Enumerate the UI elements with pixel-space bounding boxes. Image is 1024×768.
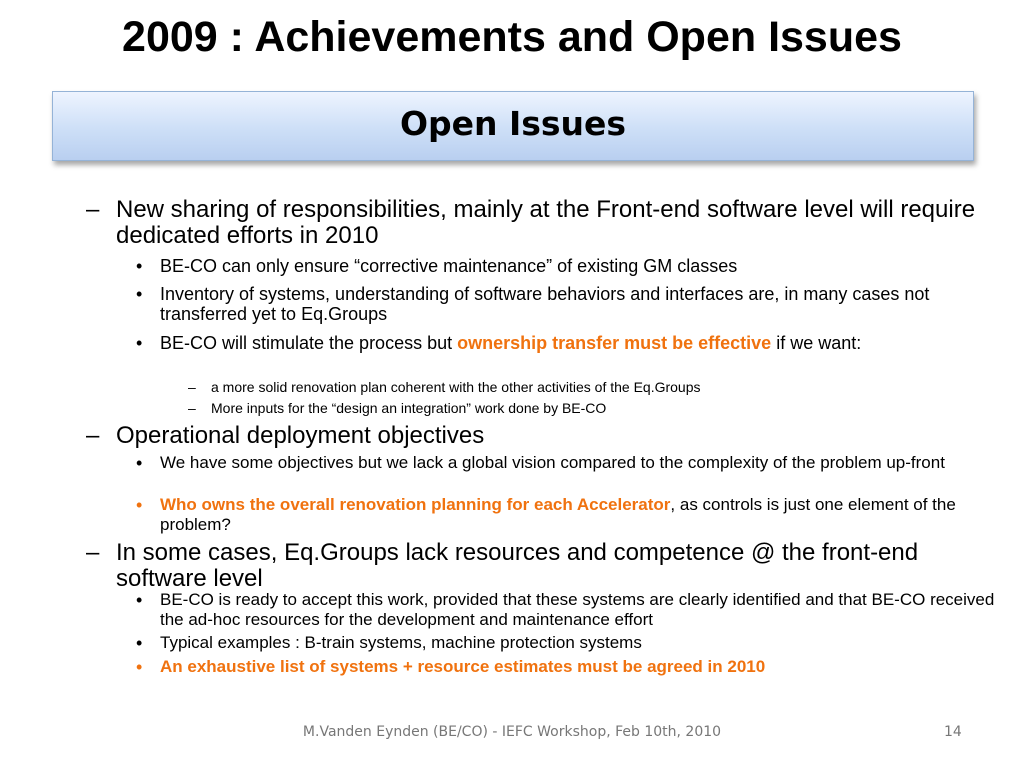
bullet-marker: •: [136, 633, 143, 653]
bullet-marker: •: [136, 495, 143, 515]
list-item-text: Operational deployment objectives: [116, 422, 485, 449]
list-item-text: In some cases, Eq.Groups lack resources and competence @ the front-end software level: [116, 539, 919, 592]
list-item-text: [160, 495, 980, 535]
list-item-text: New sharing of responsibilities, mainly at the Front-end software level will require dedicated efforts in 2010: [116, 196, 976, 249]
highlighted-text: ownership transfer must be effective: [457, 333, 772, 353]
highlighted-text: An exhaustive list of systems + resource estimates must be agreed in 2010: [160, 657, 766, 676]
text-segment: BE-CO will stimulate the process but: [160, 333, 458, 353]
page-number: 14: [944, 724, 962, 740]
list-item-text: [160, 333, 980, 353]
footer-text: M.Vanden Eynden (BE/CO) - IEFC Workshop, Feb 10th, 2010: [302, 724, 722, 740]
dash-marker: –: [86, 422, 100, 449]
text-segment: if we want:: [771, 333, 862, 353]
list-item-text: a more solid renovation plan coherent with the other activities of the Eq.Groups: [211, 379, 701, 395]
dash-marker: –: [86, 539, 100, 566]
list-item-text: More inputs for the “design an integration” work done by BE-CO: [211, 400, 607, 416]
list-item-text: Inventory of systems, understanding of software behaviors and interfaces are, in many cases not transferred yet to Eq.Groups: [160, 284, 930, 324]
bullet-marker: •: [136, 657, 143, 677]
text-segment: , as controls is just one element of the problem?: [160, 495, 956, 534]
list-item-text: BE-CO can only ensure “corrective maintenance” of existing GM classes: [160, 256, 738, 276]
bullet-marker: •: [136, 590, 143, 610]
bullet-marker: •: [136, 284, 143, 304]
section-heading: Open Issues: [399, 104, 627, 143]
slide-title: 2009 : Achievements and Open Issues: [122, 13, 902, 61]
bullet-marker: •: [136, 333, 143, 353]
bullet-marker: •: [136, 453, 143, 473]
highlighted-text: Who owns the overall renovation planning for each Accelerator: [160, 495, 671, 514]
bullet-marker: •: [136, 256, 143, 276]
dash-marker: –: [86, 196, 100, 223]
list-item-text: BE-CO is ready to accept this work, provided that these systems are clearly identified and that BE-CO received the ad-hoc resources for the development and maintenance effort: [160, 590, 995, 629]
list-item-text: We have some objectives but we lack a global vision compared to the complexity of the problem up-front: [160, 453, 945, 472]
dash-marker: –: [188, 400, 196, 416]
dash-marker: –: [188, 379, 196, 395]
list-item-text: Typical examples : B-train systems, machine protection systems: [160, 633, 642, 652]
